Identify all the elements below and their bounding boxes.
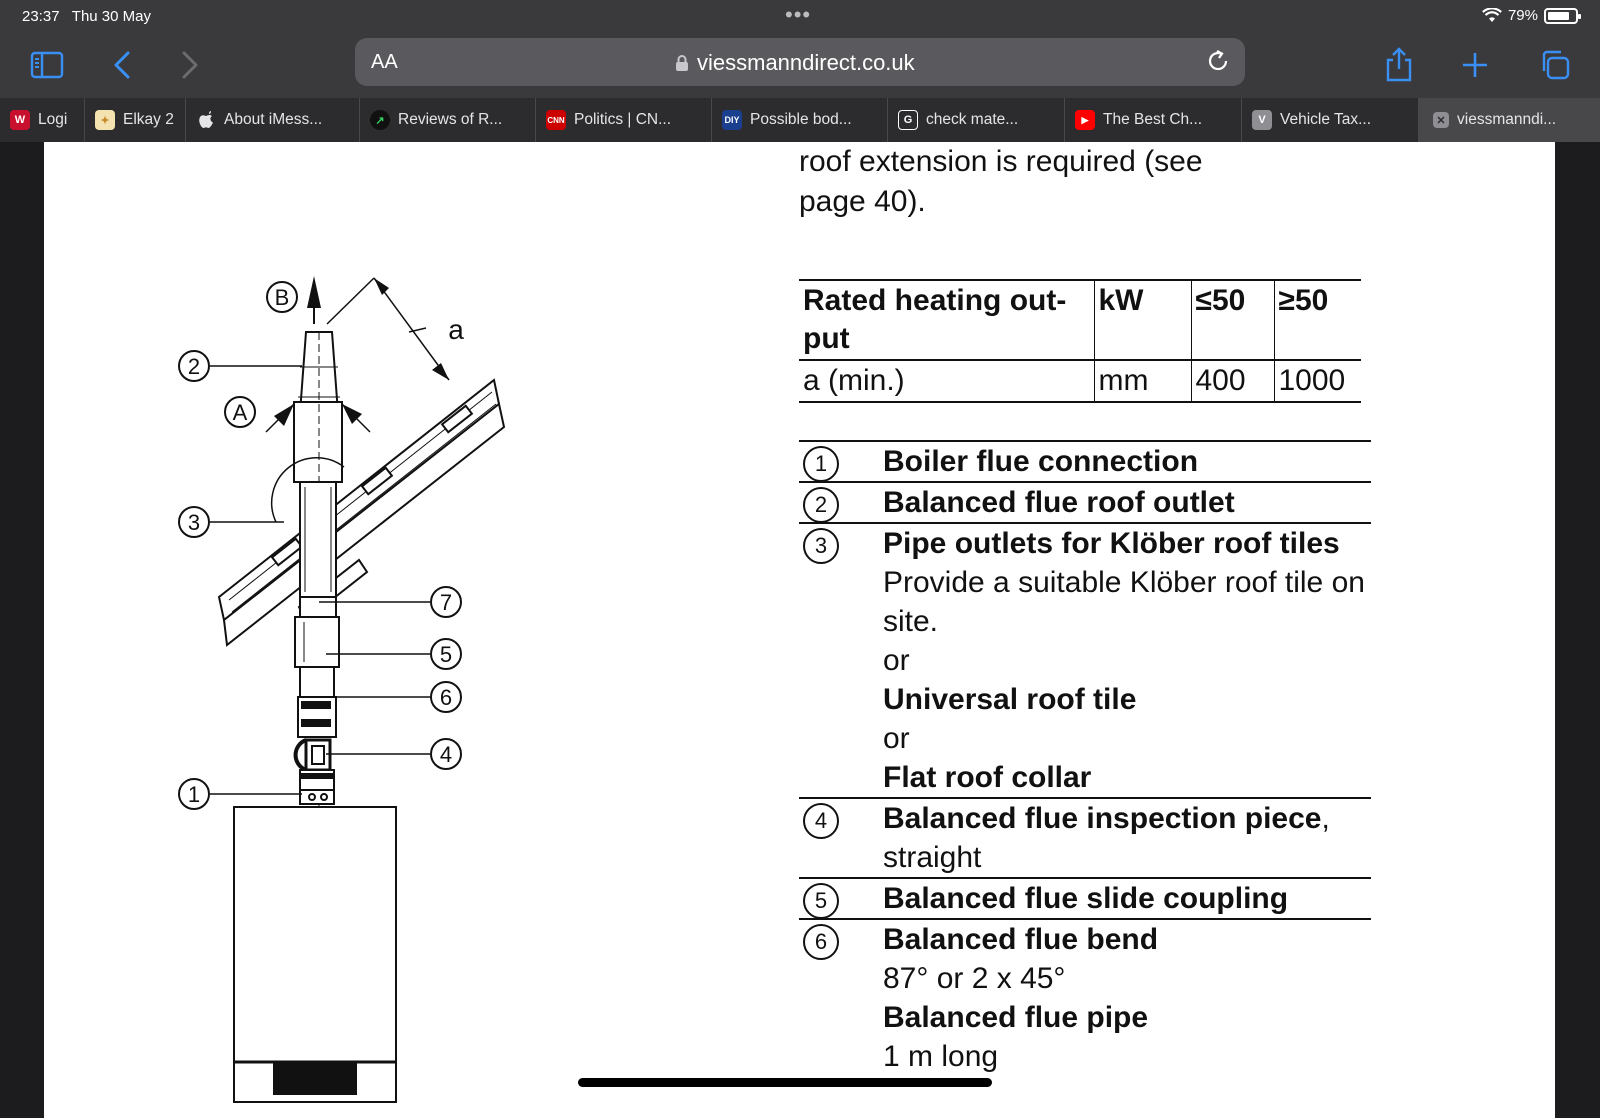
legend-item-2 xyxy=(799,481,1371,522)
diagram-label-b: B xyxy=(274,285,290,310)
table-header-kw: kW xyxy=(1094,280,1191,360)
boiler xyxy=(234,807,396,1102)
diagram-callout-5: 5 xyxy=(439,642,453,667)
legend-title: Balanced flue roof outlet xyxy=(883,486,1235,519)
intro-line-2: page 40). xyxy=(799,185,926,218)
reader-aa-button[interactable]: AA xyxy=(371,51,398,73)
legend-or: or xyxy=(883,722,910,755)
table-row xyxy=(799,280,1361,360)
legend-item-4 xyxy=(799,797,1371,877)
legend-title: Balanced flue slide coupling xyxy=(883,882,1289,915)
legend-item-5 xyxy=(799,877,1371,918)
legend-suffix: , xyxy=(1321,802,1330,835)
table-cell-mm: mm xyxy=(1094,360,1191,402)
intro-line-1: roof extension is required (see xyxy=(799,145,1203,178)
address-bar[interactable] xyxy=(355,38,1245,86)
new-tab-icon[interactable] xyxy=(1458,46,1492,84)
table-row xyxy=(799,360,1361,402)
tab-reviews[interactable]: ↗ Reviews of R... xyxy=(360,98,536,142)
tab-politics-cnn[interactable]: CNN Politics | CN... xyxy=(536,98,712,142)
legend-number: 3 xyxy=(803,528,839,564)
tab-favicon: V xyxy=(1252,110,1272,130)
table-header-le50: ≤50 xyxy=(1191,280,1274,360)
close-tab-icon[interactable]: ✕ xyxy=(1433,112,1449,128)
legend-item-1 xyxy=(799,440,1371,481)
tab-bar xyxy=(0,98,1600,142)
battery-icon xyxy=(1544,8,1578,24)
diagram-dimension-a: a xyxy=(448,314,464,345)
intro-paragraph xyxy=(799,142,1276,222)
legend-number: 2 xyxy=(803,487,839,523)
home-indicator[interactable] xyxy=(578,1078,992,1087)
diagram-callout-7: 7 xyxy=(439,590,453,615)
legend-number: 1 xyxy=(803,446,839,482)
apple-icon xyxy=(196,110,216,130)
tab-logi[interactable]: W Logi xyxy=(0,98,85,142)
tab-favicon: ✦ xyxy=(95,110,115,130)
cnn-icon: CNN xyxy=(546,110,566,130)
legend-note: Provide a suitable Klöber roof tile on site. xyxy=(883,566,1365,638)
tab-about-imessage[interactable]: About iMess... xyxy=(186,98,360,142)
share-icon[interactable] xyxy=(1382,46,1416,84)
legend-alt: Flat roof collar xyxy=(883,761,1092,794)
legend-number: 6 xyxy=(803,924,839,960)
tab-check-mate[interactable]: G check mate... xyxy=(888,98,1065,142)
legend-sub: straight xyxy=(883,841,982,874)
legend-number: 4 xyxy=(803,803,839,839)
legend-or: or xyxy=(883,644,910,677)
diagram-callout-2: 2 xyxy=(187,354,201,379)
url-text: viessmanndirect.co.uk xyxy=(697,50,915,75)
forward-icon[interactable] xyxy=(178,46,202,84)
tab-elkay[interactable]: ✦ Elkay 2 xyxy=(85,98,186,142)
back-icon[interactable] xyxy=(110,46,134,84)
diagram-callout-4: 4 xyxy=(439,742,453,767)
diagram-callout-1: 1 xyxy=(187,782,201,807)
document-page xyxy=(44,142,1555,1118)
tab-possible-body[interactable]: DIY Possible bod... xyxy=(712,98,888,142)
flue-installation-diagram xyxy=(44,142,564,1118)
legend-number: 5 xyxy=(803,883,839,919)
wifi-icon xyxy=(1482,8,1502,23)
youtube-icon: ▶ xyxy=(1075,110,1095,130)
diagram-callout-6: 6 xyxy=(439,685,453,710)
tab-viessmann-active[interactable]: ✕ viessmanndi... xyxy=(1419,98,1600,142)
url-display[interactable] xyxy=(675,50,915,76)
tab-youtube[interactable]: ▶ The Best Ch... xyxy=(1065,98,1242,142)
legend-list xyxy=(799,440,1371,1076)
legend-title-2: Balanced flue pipe xyxy=(883,1001,1149,1034)
page-viewport xyxy=(0,142,1600,1118)
tab-favicon: W xyxy=(10,110,30,130)
legend-sub: 87° or 2 x 45° xyxy=(883,962,1066,995)
rated-output-table xyxy=(799,279,1361,403)
status-time: 23:37 Thu 30 May xyxy=(22,8,151,25)
tabs-overview-icon[interactable] xyxy=(1536,46,1574,84)
table-header-ge50: ≥50 xyxy=(1274,280,1361,360)
legend-title: Boiler flue connection xyxy=(883,445,1199,478)
battery-percent: 79% xyxy=(1507,7,1538,24)
table-cell-400: 400 xyxy=(1191,360,1274,402)
tab-favicon: ↗ xyxy=(370,110,390,130)
status-bar xyxy=(0,0,1600,34)
table-header-rated: Rated heating out- put xyxy=(799,280,1094,360)
table-cell-a-min: a (min.) xyxy=(799,360,1094,402)
legend-item-3 xyxy=(799,522,1371,797)
tab-vehicle-tax[interactable]: V Vehicle Tax... xyxy=(1242,98,1419,142)
multitasking-dots-icon[interactable]: ••• xyxy=(785,2,812,27)
status-right xyxy=(1482,7,1578,24)
legend-title: Pipe outlets for Klöber roof tiles xyxy=(883,527,1340,560)
lock-icon xyxy=(675,54,689,72)
reload-icon[interactable] xyxy=(1205,48,1231,79)
tab-favicon: G xyxy=(898,110,918,130)
legend-item-6 xyxy=(799,918,1371,1076)
diagram-label-a: A xyxy=(232,400,248,425)
legend-title: Balanced flue inspection piece xyxy=(883,802,1322,835)
table-cell-1000: 1000 xyxy=(1274,360,1361,402)
legend-sub-2: 1 m long xyxy=(883,1040,999,1073)
legend-alt: Universal roof tile xyxy=(883,683,1137,716)
diy-icon: DIY xyxy=(722,110,742,130)
legend-title: Balanced flue bend xyxy=(883,923,1159,956)
sidebar-icon[interactable] xyxy=(28,46,66,84)
diagram-callout-3: 3 xyxy=(187,510,201,535)
